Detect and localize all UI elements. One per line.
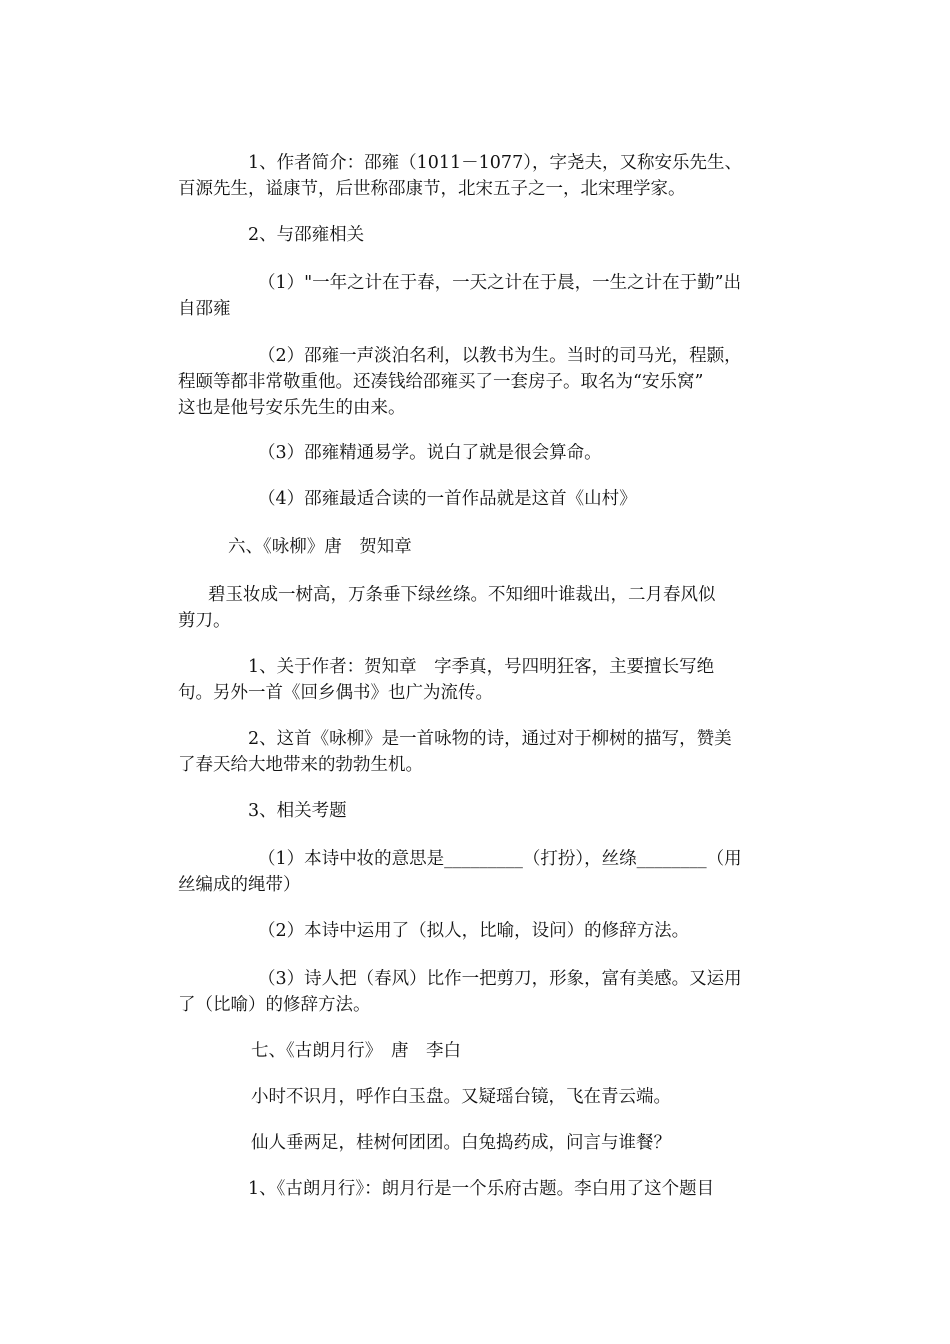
list-item-line: （2）本诗中运用了（拟人，比喻，设问）的修辞方法。 bbox=[258, 921, 690, 941]
list-item-line: （4）邵雍最适合读的一首作品就是这首《山村》 bbox=[258, 489, 637, 509]
list-item-line: 程颐等都非常敬重他。还凑钱给邵雍买了一套房子。取名为“安乐窝” bbox=[178, 372, 704, 392]
section-heading: 六、《咏柳》唐 贺知章 bbox=[228, 537, 412, 557]
list-item-line: （2）邵雍一声淡泊名利，以教书为生。当时的司马光，程颢， bbox=[258, 346, 742, 366]
list-item-line: （3）邵雍精通易学。说白了就是很会算命。 bbox=[258, 443, 602, 463]
author-intro-line-2: 百源先生，谥康节，后世称邵康节，北宋五子之一，北宋理学家。 bbox=[178, 179, 686, 199]
section-heading: 3、相关考题 bbox=[248, 801, 347, 821]
list-item-line: （3）诗人把（春风）比作一把剪刀，形象，富有美感。又运用 bbox=[258, 969, 742, 989]
list-item-line: 这也是他号安乐先生的由来。 bbox=[178, 398, 406, 418]
poem-line: 碧玉妆成一树高，万条垂下绿丝绦。不知细叶谁裁出，二月春风似 bbox=[208, 585, 716, 605]
poem-line: 剪刀。 bbox=[178, 611, 231, 631]
section-heading: 2、与邵雍相关 bbox=[248, 225, 365, 245]
list-item-line: 丝编成的绳带） bbox=[178, 875, 301, 895]
list-item-line: （1）本诗中妆的意思是_________（打扮），丝绦________（用 bbox=[258, 849, 742, 869]
section-heading: 七、《古朗月行》 唐 李白 bbox=[251, 1041, 461, 1061]
paragraph-line: 1、《古朗月行》：朗月行是一个乐府古题。李白用了这个题目 bbox=[248, 1179, 715, 1199]
paragraph-line: 了春天给大地带来的勃勃生机。 bbox=[178, 755, 423, 775]
list-item-line: 了（比喻）的修辞方法。 bbox=[178, 995, 371, 1015]
poem-line: 小时不识月，呼作白玉盘。又疑瑶台镜，飞在青云端。 bbox=[251, 1087, 671, 1107]
poem-line: 仙人垂两足，桂树何团团。白兔捣药成，问言与谁餐？ bbox=[251, 1133, 671, 1153]
author-intro-line-1: 1、作者简介：邵雍（1011－1077），字尧夫，又称安乐先生、 bbox=[248, 153, 742, 173]
paragraph-line: 2、这首《咏柳》是一首咏物的诗，通过对于柳树的描写，赞美 bbox=[248, 729, 732, 749]
list-item-line: 自邵雍 bbox=[178, 299, 231, 319]
paragraph-line: 1、关于作者：贺知章 字季真，号四明狂客，主要擅长写绝 bbox=[248, 657, 715, 677]
list-item-line: （1）"一年之计在于春，一天之计在于晨，一生之计在于勤”出 bbox=[258, 273, 742, 293]
paragraph-line: 句。另外一首《回乡偶书》也广为流传。 bbox=[178, 683, 493, 703]
